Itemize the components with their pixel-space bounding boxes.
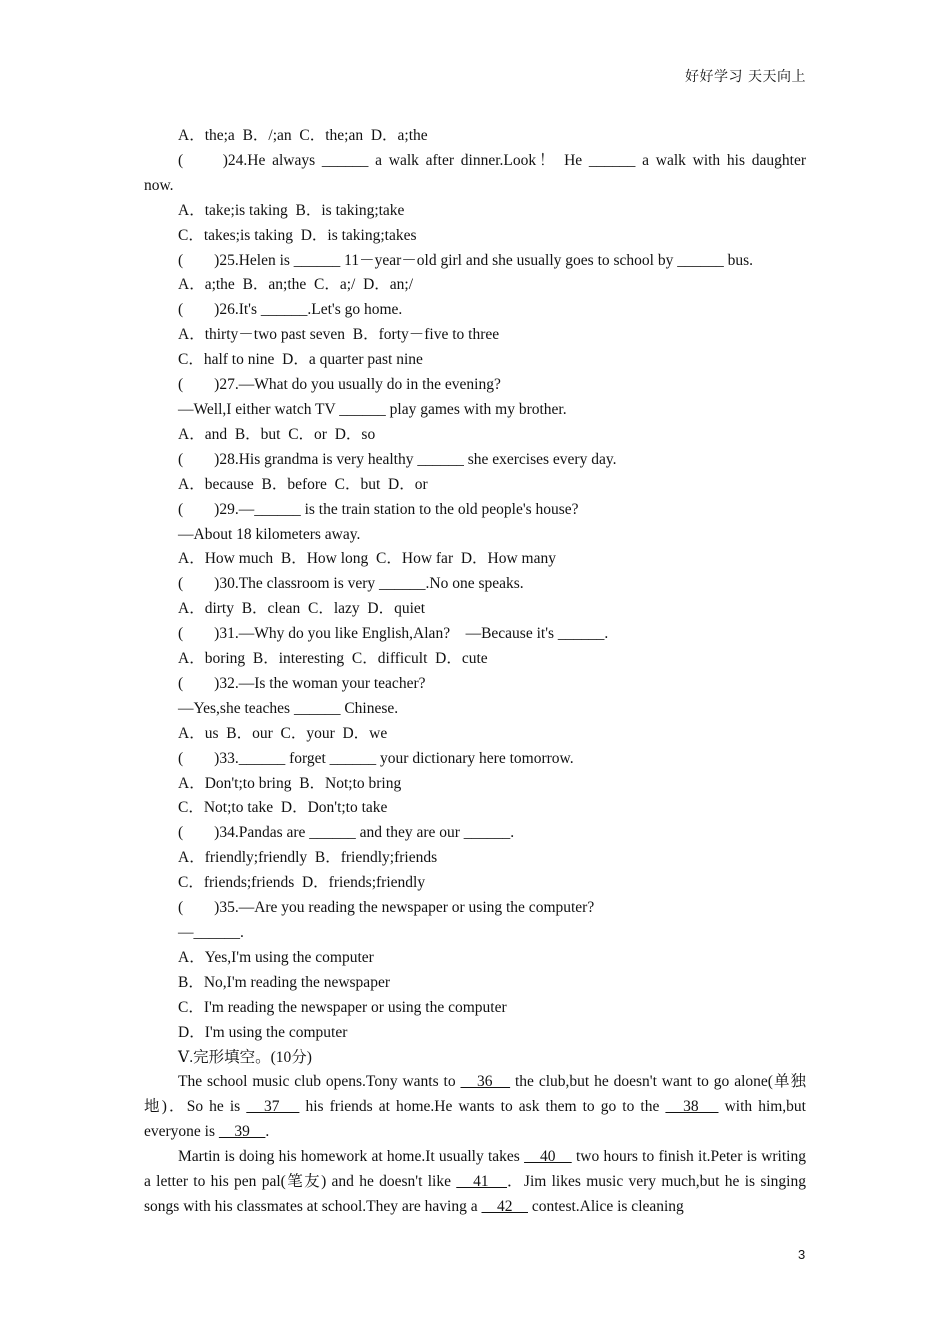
- question-25: ( )25.Helen is ______ 11－year－old girl and she usually goes to school by ______ bus.: [178, 251, 754, 269]
- options-line: A．take;is taking B．is taking;take: [178, 201, 405, 219]
- options-line: A．boring B．interesting C．difficult D．cute: [178, 650, 488, 668]
- blank-38: 38: [665, 1098, 719, 1116]
- question-33: ( )33.______ forget ______ your dictionary here tomorrow.: [178, 749, 574, 767]
- question-26: ( )26.It's ______.Let's go home.: [178, 301, 403, 319]
- question-32-reply: —Yes,she teaches ______ Chinese.: [178, 699, 399, 717]
- page-content: [144, 124, 806, 1220]
- cloze-text: two hours to finish it.Peter is writing a letter to his pen pal(笔友) and he doesn't like: [144, 1148, 806, 1191]
- blank-42: 42: [481, 1197, 528, 1215]
- options-line: C．takes;is taking D．is taking;takes: [178, 226, 417, 244]
- question-24-cont: now.: [144, 176, 174, 194]
- options-line: B．No,I'm reading the newspaper: [178, 973, 390, 991]
- question-28: ( )28.His grandma is very healthy ______ she exercises every day.: [178, 450, 617, 468]
- cloze-text: ．Jim likes music very much,but he is singing songs with his classmates at school.They are having a: [144, 1173, 806, 1215]
- options-line: A．dirty B．clean C．lazy D．quiet: [178, 600, 426, 618]
- cloze-text: the club,but he doesn't want to go alone(单独地)．So he is: [144, 1073, 806, 1116]
- cloze-text: his friends at home.He wants to ask them to go to the: [299, 1098, 666, 1116]
- question-30: ( )30.The classroom is very ______.No one speaks.: [178, 575, 524, 593]
- options-line: A．friendly;friendly B．friendly;friends: [178, 849, 438, 867]
- question-34: ( )34.Pandas are ______ and they are our ______.: [178, 824, 515, 842]
- page-number: 3: [798, 1247, 806, 1262]
- options-line: A．a;the B．an;the C．a;/ D．an;/: [178, 276, 414, 294]
- question-29: ( )29.—______ is the train station to the old people's house?: [178, 500, 579, 518]
- blank-40: 40: [524, 1148, 572, 1166]
- question-31: ( )31.—Why do you like English,Alan? —Because it's ______.: [178, 625, 609, 643]
- options-line: A．the;a B．/;an C．the;an D．a;the: [178, 127, 428, 144]
- cloze-paragraph-2: [144, 1145, 806, 1220]
- options-line: A．thirty－two past seven B．forty－five to three: [178, 326, 500, 344]
- cloze-text: with him,but everyone is: [144, 1098, 806, 1141]
- question-24: ( )24.He always ______ a walk after dinner.Look！ He ______ a walk with his daughter: [178, 151, 806, 169]
- cloze-text: The school music club opens.Tony wants to: [178, 1073, 461, 1091]
- options-line: C．I'm reading the newspaper or using the computer: [178, 998, 507, 1016]
- options-line: C．Not;to take D．Don't;to take: [178, 799, 388, 817]
- section-heading: Ⅴ.完形填空。(10分): [178, 1048, 312, 1066]
- question-29-reply: —About 18 kilometers away.: [178, 525, 361, 543]
- question-32: ( )32.—Is the woman your teacher?: [178, 674, 426, 692]
- question-27-reply: —Well,I either watch TV ______ play games with my brother.: [178, 400, 567, 418]
- options-line: A．because B．before C．but D．or: [178, 475, 428, 493]
- blank-41: 41: [456, 1173, 508, 1191]
- cloze-text: Martin is doing his homework at home.It usually takes: [178, 1148, 525, 1166]
- blank-36: 36: [460, 1073, 511, 1091]
- options-line: A．Don't;to bring B．Not;to bring: [178, 774, 402, 792]
- options-line: C．half to nine D．a quarter past nine: [178, 351, 423, 369]
- question-35: ( )35.—Are you reading the newspaper or using the computer?: [178, 899, 595, 917]
- options-line: A．Yes,I'm using the computer: [178, 948, 374, 966]
- options-line: A．us B．our C．your D．we: [178, 724, 388, 742]
- options-line: C．friends;friends D．friends;friendly: [178, 874, 426, 892]
- options-line: A．and B．but C．or D．so: [178, 425, 376, 443]
- cloze-text: contest.Alice is cleaning: [528, 1197, 684, 1215]
- question-35-reply: —______.: [178, 924, 244, 941]
- blank-39: 39: [218, 1123, 266, 1141]
- options-line: D．I'm using the computer: [178, 1023, 348, 1041]
- options-line: A．How much B．How long C．How far D．How many: [178, 550, 556, 568]
- question-27: ( )27.—What do you usually do in the evening?: [178, 376, 501, 394]
- cloze-text: .: [265, 1123, 270, 1141]
- cloze-paragraph-1: [144, 1070, 806, 1145]
- page-header: 好好学习 天天向上: [685, 69, 806, 85]
- blank-37: 37: [246, 1098, 300, 1116]
